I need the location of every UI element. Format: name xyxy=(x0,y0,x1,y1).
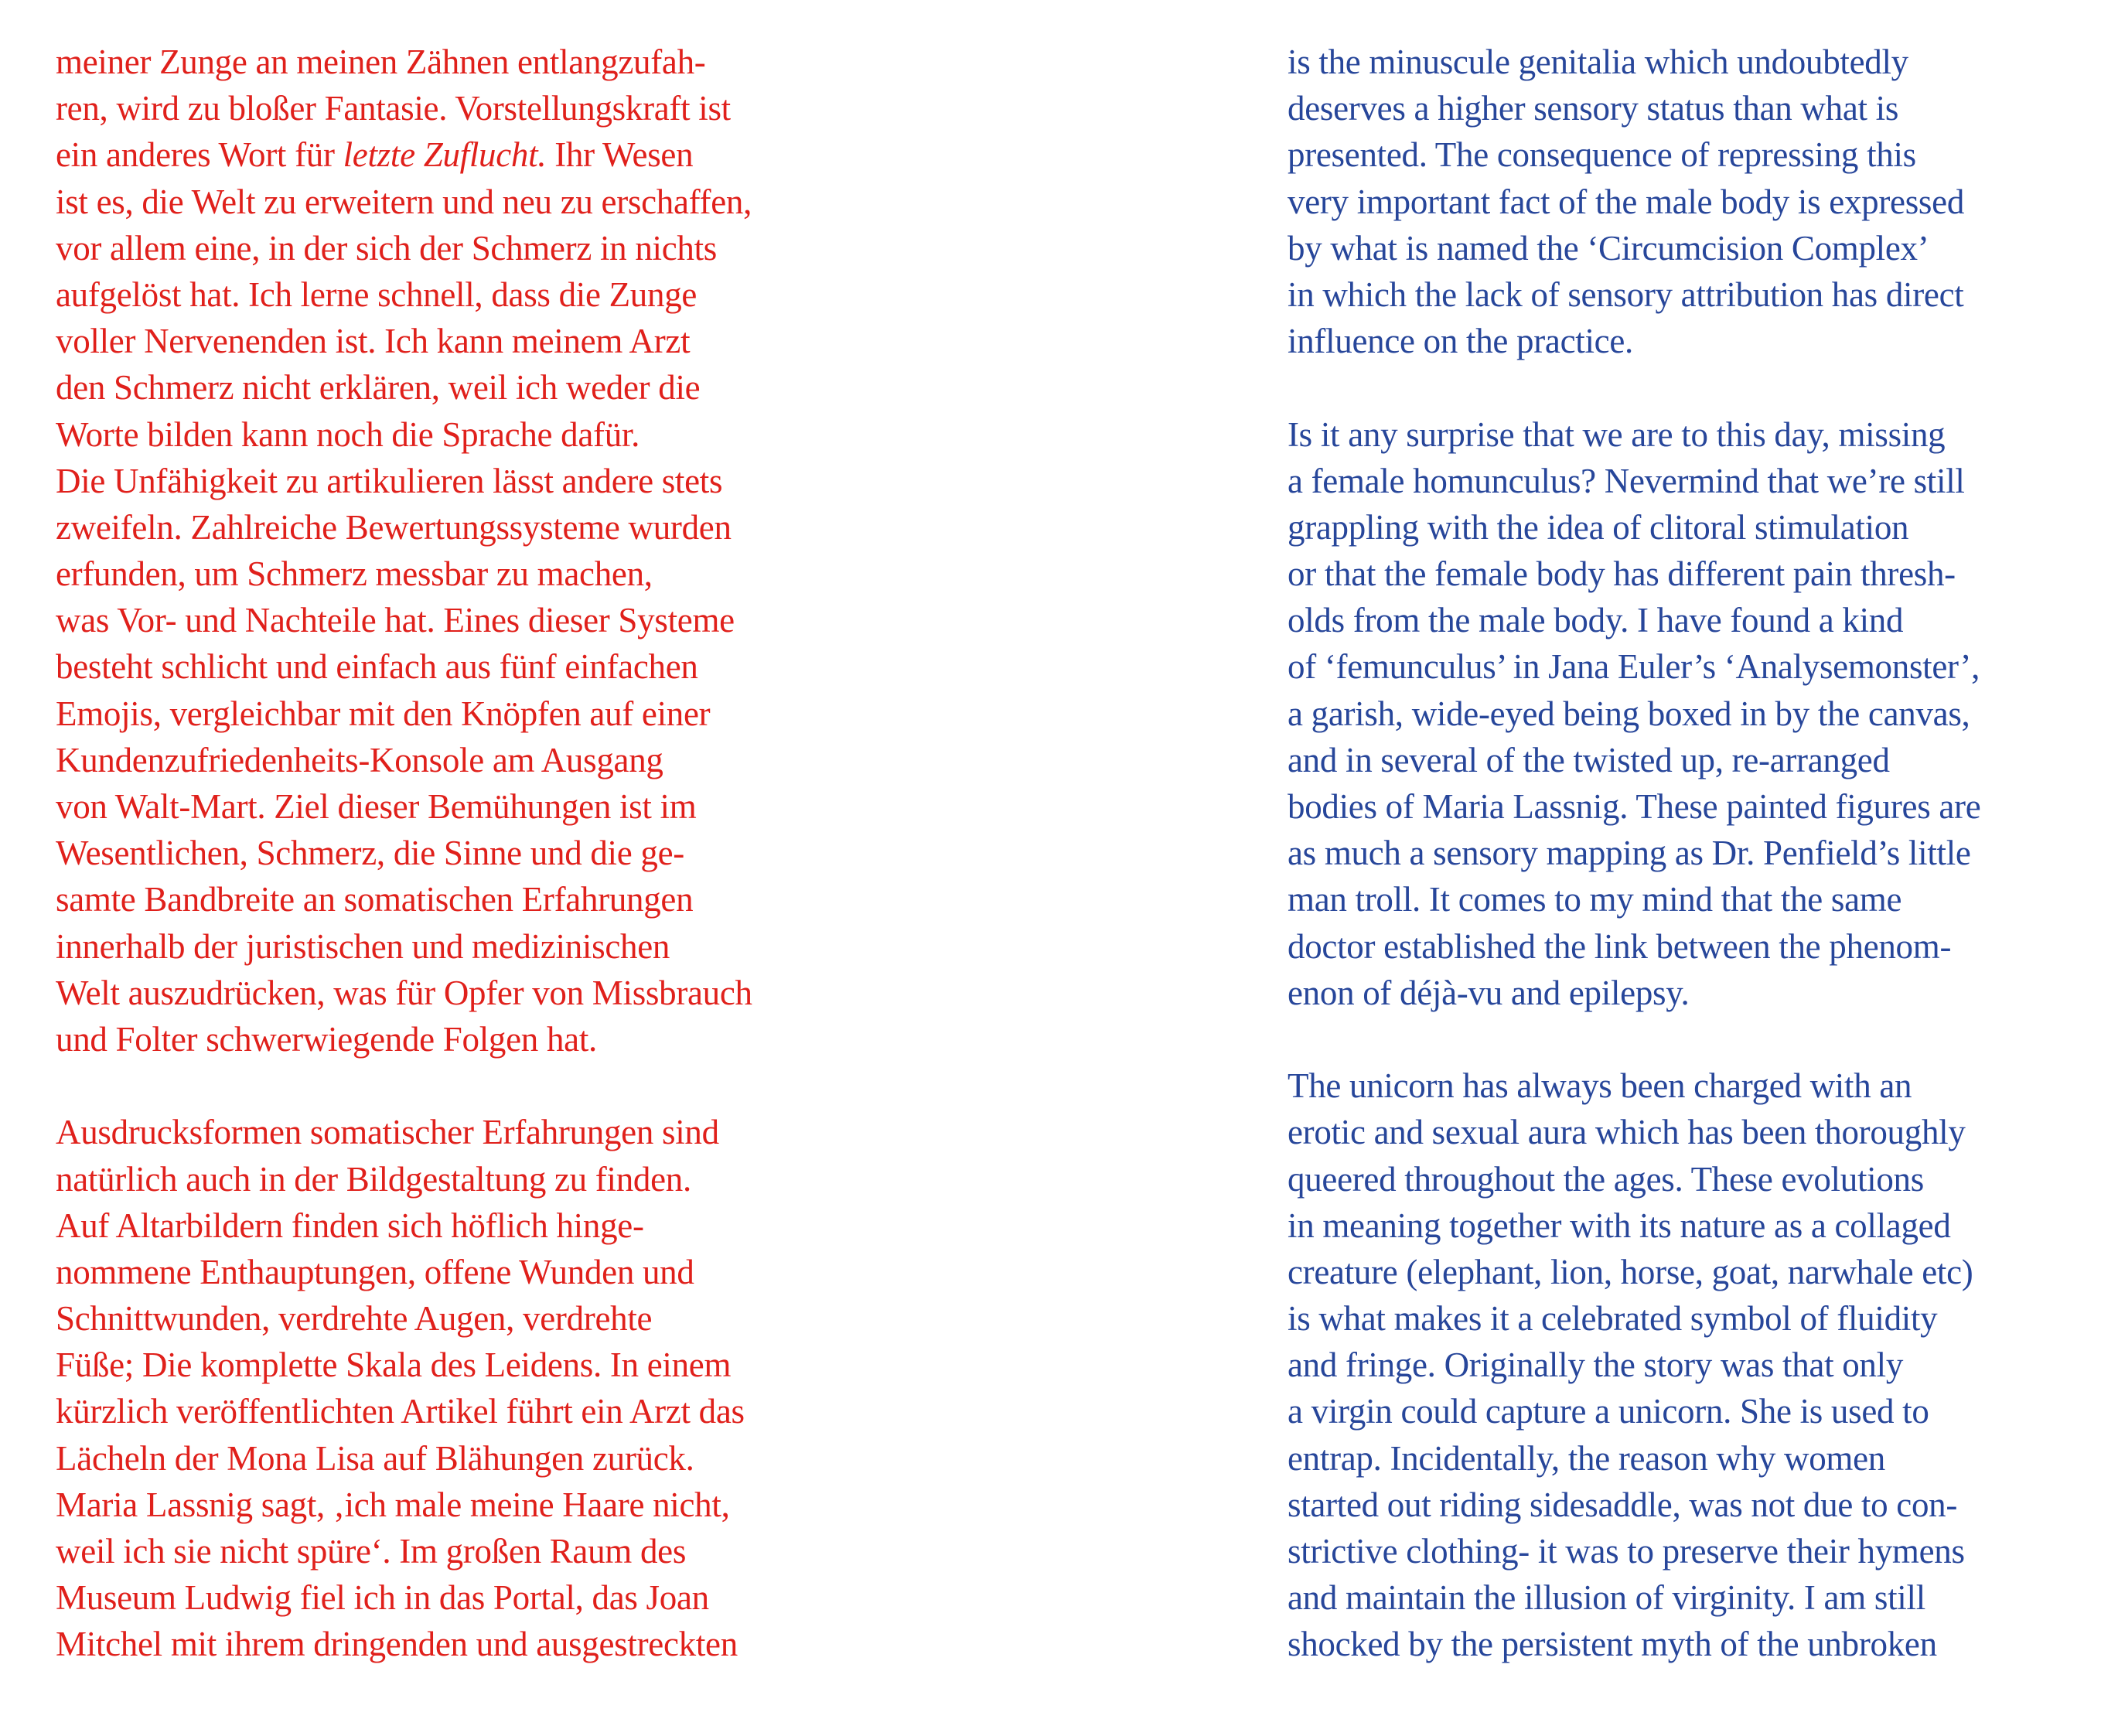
text-line: of ‘femunculus’ in Jana Euler’s ‘Analysemonster’, xyxy=(1288,647,1980,687)
text-line: very important fact of the male body is expressed xyxy=(1288,182,1965,221)
text-line: Lächeln der Mona Lisa auf Blähungen zurück. xyxy=(56,1438,694,1478)
text-line: as much a sensory mapping as Dr. Penfield’s little xyxy=(1288,834,1971,873)
text-segment: Ihr Wesen xyxy=(546,135,694,175)
text-line: Kundenzufriedenheits-Konsole am Ausgang xyxy=(56,740,663,779)
left-page-column-german xyxy=(56,39,875,1668)
left-paragraph-2 xyxy=(56,1109,875,1667)
text-line: samte Bandbreite an somatischen Erfahrungen xyxy=(56,880,694,919)
text-line-with-italic xyxy=(56,131,875,178)
text-line: deserves a higher sensory status than what is xyxy=(1288,89,1899,128)
text-line: und Folter schwerwiegende Folgen hat. xyxy=(56,1019,597,1059)
text-line: Auf Altarbildern finden sich höflich hinge- xyxy=(56,1206,644,1245)
right-paragraph-1 xyxy=(1288,39,2076,364)
text-line: or that the female body has different pain thresh- xyxy=(1288,554,1956,594)
text-line: is the minuscule genitalia which undoubtedly xyxy=(1288,43,1908,81)
text-line: Is it any surprise that we are to this day, missing xyxy=(1288,414,1946,454)
text-line: den Schmerz nicht erklären, weil ich weder die xyxy=(56,368,701,408)
text-line: and maintain the illusion of virginity. I am still xyxy=(1288,1578,1925,1618)
right-paragraph-2 xyxy=(1288,411,2076,1016)
text-line: zweifeln. Zahlreiche Bewertungssysteme wurden xyxy=(56,507,732,547)
paragraph-gap xyxy=(56,1062,875,1109)
text-line: a female homunculus? Nevermind that we’re still xyxy=(1288,461,1965,500)
text-line: was Vor- und Nachteile hat. Eines dieser Systeme xyxy=(56,601,735,640)
text-line: strictive clothing- it was to preserve their hymens xyxy=(1288,1532,1965,1571)
text-line: Die Unfähigkeit zu artikulieren lässt andere stets xyxy=(56,461,723,500)
text-line: natürlich auch in der Bildgestaltung zu finden. xyxy=(56,1159,691,1199)
text-line: Wesentlichen, Schmerz, die Sinne und die ge- xyxy=(56,834,684,873)
text-line: innerhalb der juristischen und medizinischen xyxy=(56,926,670,966)
left-paragraph-1 xyxy=(56,39,875,1062)
text-line: a garish, wide-eyed being boxed in by the canvas, xyxy=(1288,694,1970,733)
text-line: creature (elephant, lion, horse, goat, narwhale etc) xyxy=(1288,1252,1973,1291)
text-line: presented. The consequence of repressing this xyxy=(1288,135,1916,175)
text-segment: ein anderes Wort für xyxy=(56,135,343,175)
text-line: Ausdrucksformen somatischer Erfahrungen sind xyxy=(56,1113,719,1152)
text-line: The unicorn has always been charged with an xyxy=(1288,1066,1912,1106)
text-line: aufgelöst hat. Ich lerne schnell, dass die Zunge xyxy=(56,275,697,314)
text-line: voller Nervenenden ist. Ich kann meinem Arzt xyxy=(56,322,691,361)
text-line: nommene Enthauptungen, offene Wunden und xyxy=(56,1252,694,1291)
right-paragraph-3 xyxy=(1288,1062,2076,1667)
text-line: vor allem eine, in der sich der Schmerz in nichts xyxy=(56,228,718,268)
right-page-column-english xyxy=(1288,39,2076,1668)
text-line: erfunden, um Schmerz messbar zu machen, xyxy=(56,554,653,594)
text-line: grappling with the idea of clitoral stimulation xyxy=(1288,507,1909,547)
text-line: Schnittwunden, verdrehte Augen, verdrehte xyxy=(56,1299,653,1339)
text-line: weil ich sie nicht spüre‘. Im großen Raum des xyxy=(56,1532,687,1571)
text-line: olds from the male body. I have found a kind xyxy=(1288,601,1904,640)
text-line: von Walt-Mart. Ziel dieser Bemühungen ist im xyxy=(56,787,697,826)
text-line: started out riding sidesaddle, was not due to con- xyxy=(1288,1485,1958,1524)
text-line: Museum Ludwig fiel ich in das Portal, das Joan xyxy=(56,1578,709,1618)
text-line: Füße; Die komplette Skala des Leidens. In einem xyxy=(56,1345,732,1385)
text-line: doctor established the link between the phenom- xyxy=(1288,926,1952,966)
text-line: by what is named the ‘Circumcision Complex’ xyxy=(1288,228,1929,268)
text-line: kürzlich veröffentlichten Artikel führt ein Arzt das xyxy=(56,1392,745,1431)
text-line: and in several of the twisted up, re-arranged xyxy=(1288,740,1890,779)
text-line: queered throughout the ages. These evolutions xyxy=(1288,1159,1924,1199)
text-line: is what makes it a celebrated symbol of fluidity xyxy=(1288,1299,1938,1339)
text-line: enon of déjà-vu and epilepsy. xyxy=(1288,973,1690,1012)
text-line: Welt auszudrücken, was für Opfer von Missbrauch xyxy=(56,973,752,1012)
text-line: bodies of Maria Lassnig. These painted figures are xyxy=(1288,787,1981,826)
paragraph-gap xyxy=(1288,364,2076,411)
paragraph-gap xyxy=(1288,1016,2076,1062)
text-line: man troll. It comes to my mind that the same xyxy=(1288,880,1902,919)
text-line: Mitchel mit ihrem dringenden und ausgestreckten xyxy=(56,1625,738,1664)
text-line: erotic and sexual aura which has been thoroughly xyxy=(1288,1113,1966,1152)
text-line: ren, wird zu bloßer Fantasie. Vorstellungskraft ist xyxy=(56,89,731,128)
text-line: besteht schlicht und einfach aus fünf einfachen xyxy=(56,647,698,687)
text-line: a virgin could capture a unicorn. She is used to xyxy=(1288,1392,1929,1431)
text-line: Maria Lassnig sagt, ‚ich male meine Haare nicht, xyxy=(56,1485,730,1524)
text-line: in meaning together with its nature as a collaged xyxy=(1288,1206,1951,1245)
text-line: Emojis, vergleichbar mit den Knöpfen auf einer xyxy=(56,694,711,733)
text-line: shocked by the persistent myth of the unbroken xyxy=(1288,1625,1937,1664)
text-line: in which the lack of sensory attribution has direct xyxy=(1288,275,1964,314)
text-line: ist es, die Welt zu erweitern und neu zu erschaffen, xyxy=(56,182,752,221)
text-line: meiner Zunge an meinen Zähnen entlangzufah- xyxy=(56,43,706,81)
text-line: influence on the practice. xyxy=(1288,322,1633,361)
text-line: entrap. Incidentally, the reason why women xyxy=(1288,1438,1885,1478)
text-line: Worte bilden kann noch die Sprache dafür. xyxy=(56,414,640,454)
italic-phrase: letzte Zuflucht. xyxy=(343,135,547,175)
text-line: and fringe. Originally the story was that only xyxy=(1288,1345,1904,1385)
